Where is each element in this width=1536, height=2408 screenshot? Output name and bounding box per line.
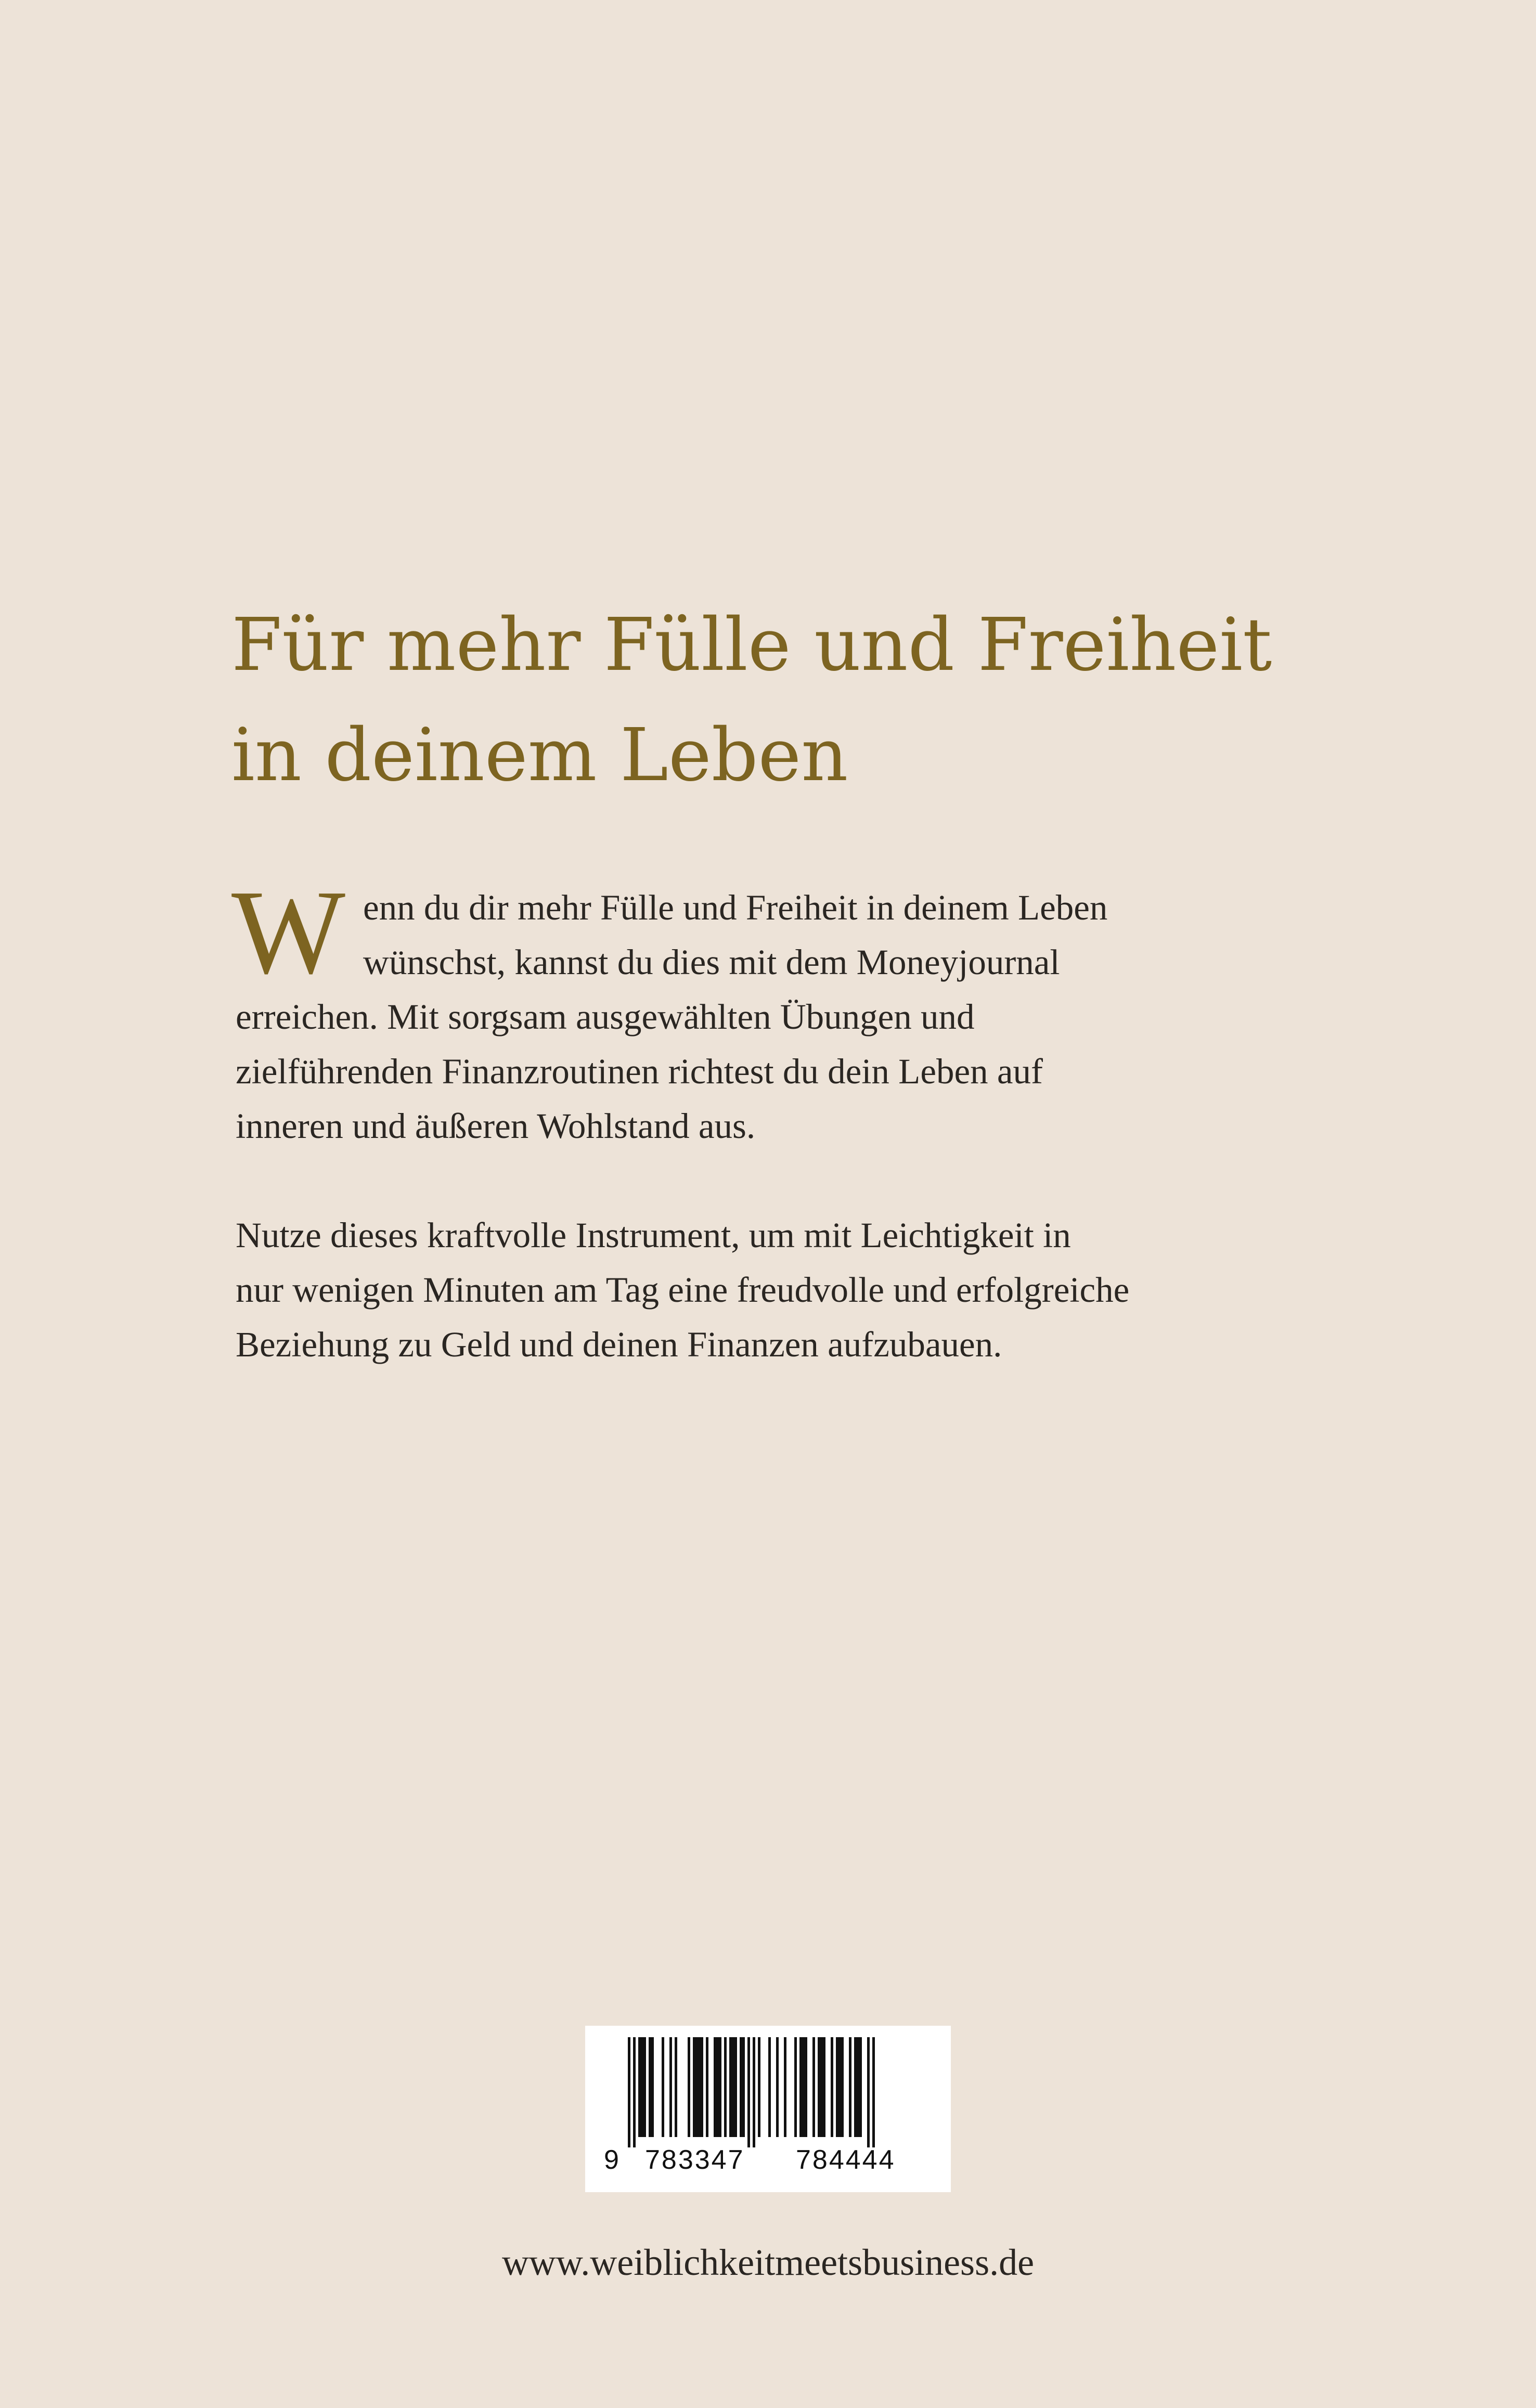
barcode-bar	[758, 2037, 760, 2137]
barcode-bar	[818, 2037, 820, 2137]
barcode-bar	[849, 2037, 851, 2137]
barcode-bar	[719, 2037, 721, 2137]
second-line-1: Nutze dieses kraftvolle Instrument, um mit Leichtigkeit in	[236, 1215, 1071, 1255]
barcode-bar	[838, 2037, 841, 2137]
barcode-bar	[716, 2037, 719, 2137]
barcode-bar	[784, 2037, 786, 2137]
barcode-bar	[753, 2037, 755, 2147]
barcode-bar	[768, 2037, 771, 2137]
barcode-bar	[854, 2037, 857, 2137]
barcode-bar	[675, 2037, 677, 2137]
barcode-bar	[831, 2037, 833, 2137]
second-line-2: nur wenigen Minuten am Tag eine freudvolle und erfolgreiche	[236, 1270, 1130, 1310]
barcode-bar	[698, 2037, 701, 2137]
barcode-bar	[799, 2037, 802, 2137]
intro-line-2: wünschst, kannst du dies mit dem Moneyjournal	[363, 942, 1060, 982]
barcode-bar	[823, 2037, 825, 2137]
barcode-bar	[859, 2037, 862, 2137]
barcode-bars	[585, 2026, 951, 2148]
second-line-3: Beziehung zu Geld und deinen Finanzen aufzubauen.	[236, 1325, 1002, 1364]
barcode-bar	[805, 2037, 807, 2137]
barcode-bar	[638, 2037, 641, 2137]
barcode-bar	[651, 2037, 654, 2137]
barcode-bar	[688, 2037, 690, 2137]
barcode-bar	[867, 2037, 870, 2147]
barcode-bar	[649, 2037, 651, 2137]
barcode-bar	[693, 2037, 695, 2137]
barcode-bar	[662, 2037, 664, 2137]
barcode-bar	[820, 2037, 823, 2137]
barcode-bar	[841, 2037, 844, 2137]
heading-line-1: Für mehr Fülle und Freiheit	[231, 603, 1272, 688]
barcode-bar	[857, 2037, 859, 2137]
barcode-bar	[732, 2037, 734, 2137]
barcode-bar	[802, 2037, 805, 2137]
barcode-bar	[836, 2037, 838, 2137]
barcode-bar	[794, 2037, 797, 2137]
barcode-bar	[706, 2037, 708, 2137]
back-cover-heading	[231, 590, 1324, 811]
barcode-bar	[740, 2037, 742, 2137]
intro-paragraph	[236, 881, 1281, 1154]
barcode-bar	[812, 2037, 815, 2137]
intro-line-4: zielführenden Finanzroutinen richtest du dein Leben auf	[236, 1052, 1043, 1091]
barcode-bar	[701, 2037, 703, 2137]
intro-line-3: erreichen. Mit sorgsam ausgewählten Übungen und	[236, 997, 975, 1037]
intro-line-5: inneren und äußeren Wohlstand aus.	[236, 1106, 756, 1146]
barcode-bar	[742, 2037, 745, 2137]
website-url: www.weiblichkeitmeetsbusiness.de	[501, 2242, 1035, 2283]
barcode-bar	[643, 2037, 646, 2137]
isbn-first-digit: 9	[604, 2145, 619, 2175]
isbn-group-1: 783347	[645, 2145, 745, 2175]
barcode-bar	[714, 2037, 716, 2137]
isbn-group-2: 784444	[796, 2145, 896, 2175]
barcode-bar	[628, 2037, 630, 2147]
second-paragraph	[236, 1208, 1281, 1372]
barcode-bar	[641, 2037, 643, 2137]
barcode-bar	[776, 2037, 779, 2137]
heading-line-2: in deinem Leben	[231, 713, 848, 798]
barcode-bar	[724, 2037, 727, 2137]
barcode-bar	[747, 2037, 750, 2147]
barcode-bar	[633, 2037, 636, 2147]
barcode-bar	[872, 2037, 875, 2147]
barcode-bar	[734, 2037, 737, 2137]
drop-cap: W	[231, 865, 345, 999]
barcode-bar	[695, 2037, 698, 2137]
barcode-bar	[729, 2037, 732, 2137]
barcode-bar	[669, 2037, 672, 2137]
intro-line-1: enn du dir mehr Fülle und Freiheit in deinem Leben	[363, 888, 1108, 927]
isbn-barcode	[585, 2026, 951, 2192]
